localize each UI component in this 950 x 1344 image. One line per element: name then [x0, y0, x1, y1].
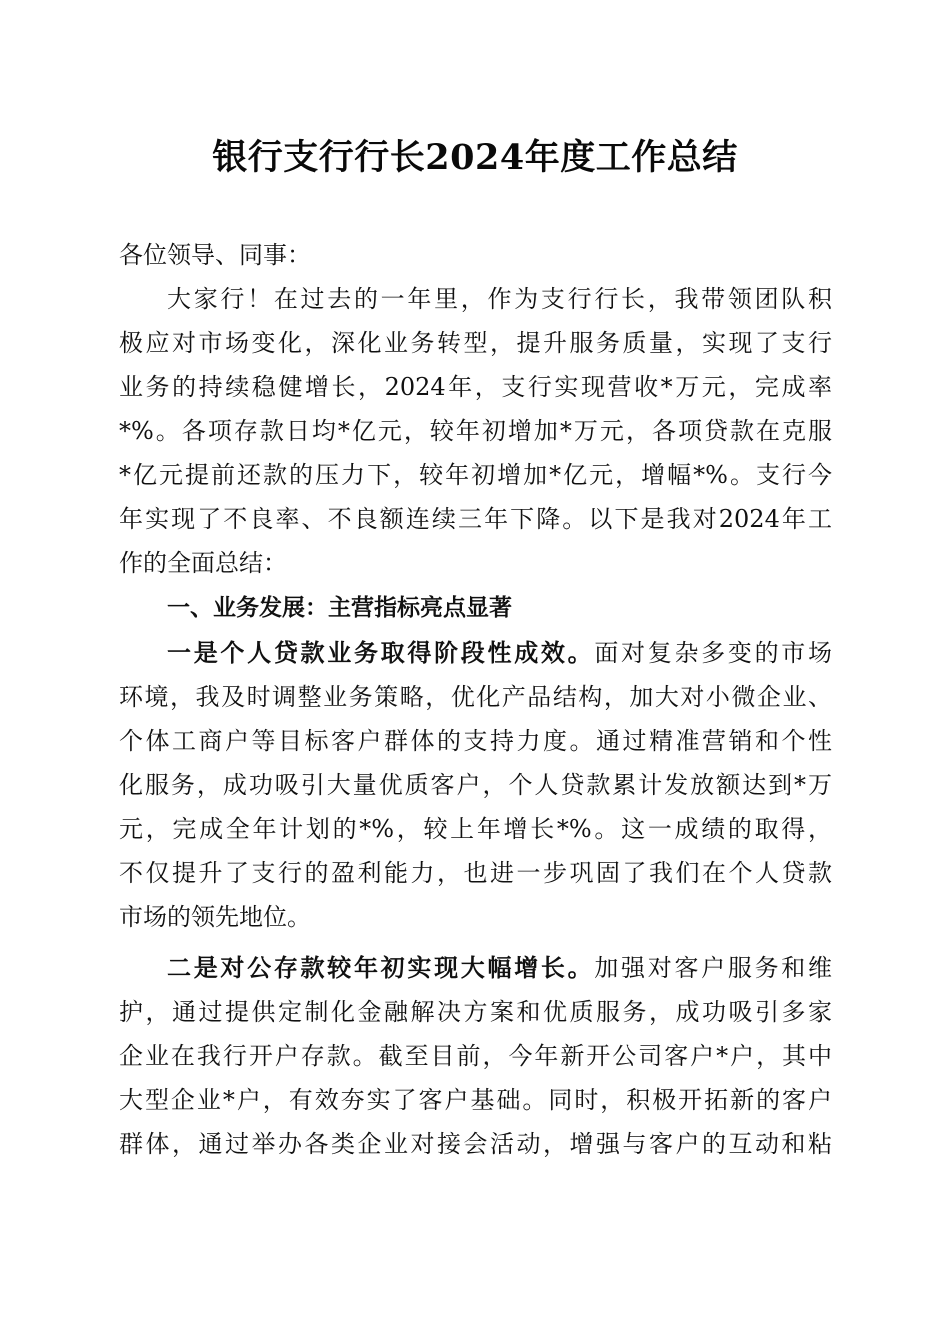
intro-line: 极应对市场变化，深化业务转型，提升服务质量，实现了支行	[119, 329, 832, 357]
paragraph-1-line: 个体工商户等目标客户群体的支持力度。通过精准营销和个性	[119, 727, 832, 755]
paragraph-2-line: 群体，通过举办各类企业对接会活动，增强与客户的互动和粘	[119, 1130, 832, 1158]
intro-line: 大家行！在过去的一年里，作为支行行长，我带领团队积	[167, 285, 832, 313]
section-heading: 一、业务发展：主营指标亮点显著	[167, 595, 512, 621]
paragraph-1-first-line	[167, 631, 832, 675]
intro-line: 年实现了不良率、不良额连续三年下降。以下是我对2024年工	[119, 505, 832, 533]
intro-line: *%。各项存款日均*亿元，较年初增加*万元，各项贷款在克服	[119, 417, 832, 445]
paragraph-1-line: 化服务，成功吸引大量优质客户，个人贷款累计发放额达到*万	[119, 771, 832, 799]
intro-line: 业务的持续稳健增长，2024年，支行实现营收*万元，完成率	[119, 373, 832, 401]
paragraph-1-line: 不仅提升了支行的盈利能力，也进一步巩固了我们在个人贷款	[119, 859, 832, 887]
paragraph-1-first-rest: 面对复杂多变的市场	[594, 639, 833, 667]
intro-line: *亿元提前还款的压力下，较年初增加*亿元，增幅*%。支行今	[119, 461, 832, 489]
salutation: 各位领导、同事：	[119, 241, 311, 269]
intro-line: 作的全面总结：	[119, 549, 287, 577]
document-title: 银行支行行长2024年度工作总结	[212, 137, 738, 178]
paragraph-2-line: 企业在我行开户存款。截至目前，今年新开公司客户*户，其中	[119, 1042, 832, 1070]
paragraph-1-line: 元，完成全年计划的*%，较上年增长*%。这一成绩的取得，	[119, 815, 832, 843]
paragraph-2-first-line	[167, 946, 832, 990]
paragraph-1-line: 环境，我及时调整业务策略，优化产品结构，加大对小微企业、	[119, 683, 832, 711]
paragraph-2-line: 护，通过提供定制化金融解决方案和优质服务，成功吸引多家	[119, 998, 832, 1026]
paragraph-2-lead: 二是对公存款较年初实现大幅增长。	[167, 953, 595, 982]
paragraph-1-line: 市场的领先地位。	[119, 903, 311, 931]
paragraph-2-first-rest: 加强对客户服务和维	[594, 954, 833, 982]
paragraph-1-lead: 一是个人贷款业务取得阶段性成效。	[167, 638, 595, 667]
paragraph-2-line: 大型企业*户，有效夯实了客户基础。同时，积极开拓新的客户	[119, 1086, 832, 1114]
